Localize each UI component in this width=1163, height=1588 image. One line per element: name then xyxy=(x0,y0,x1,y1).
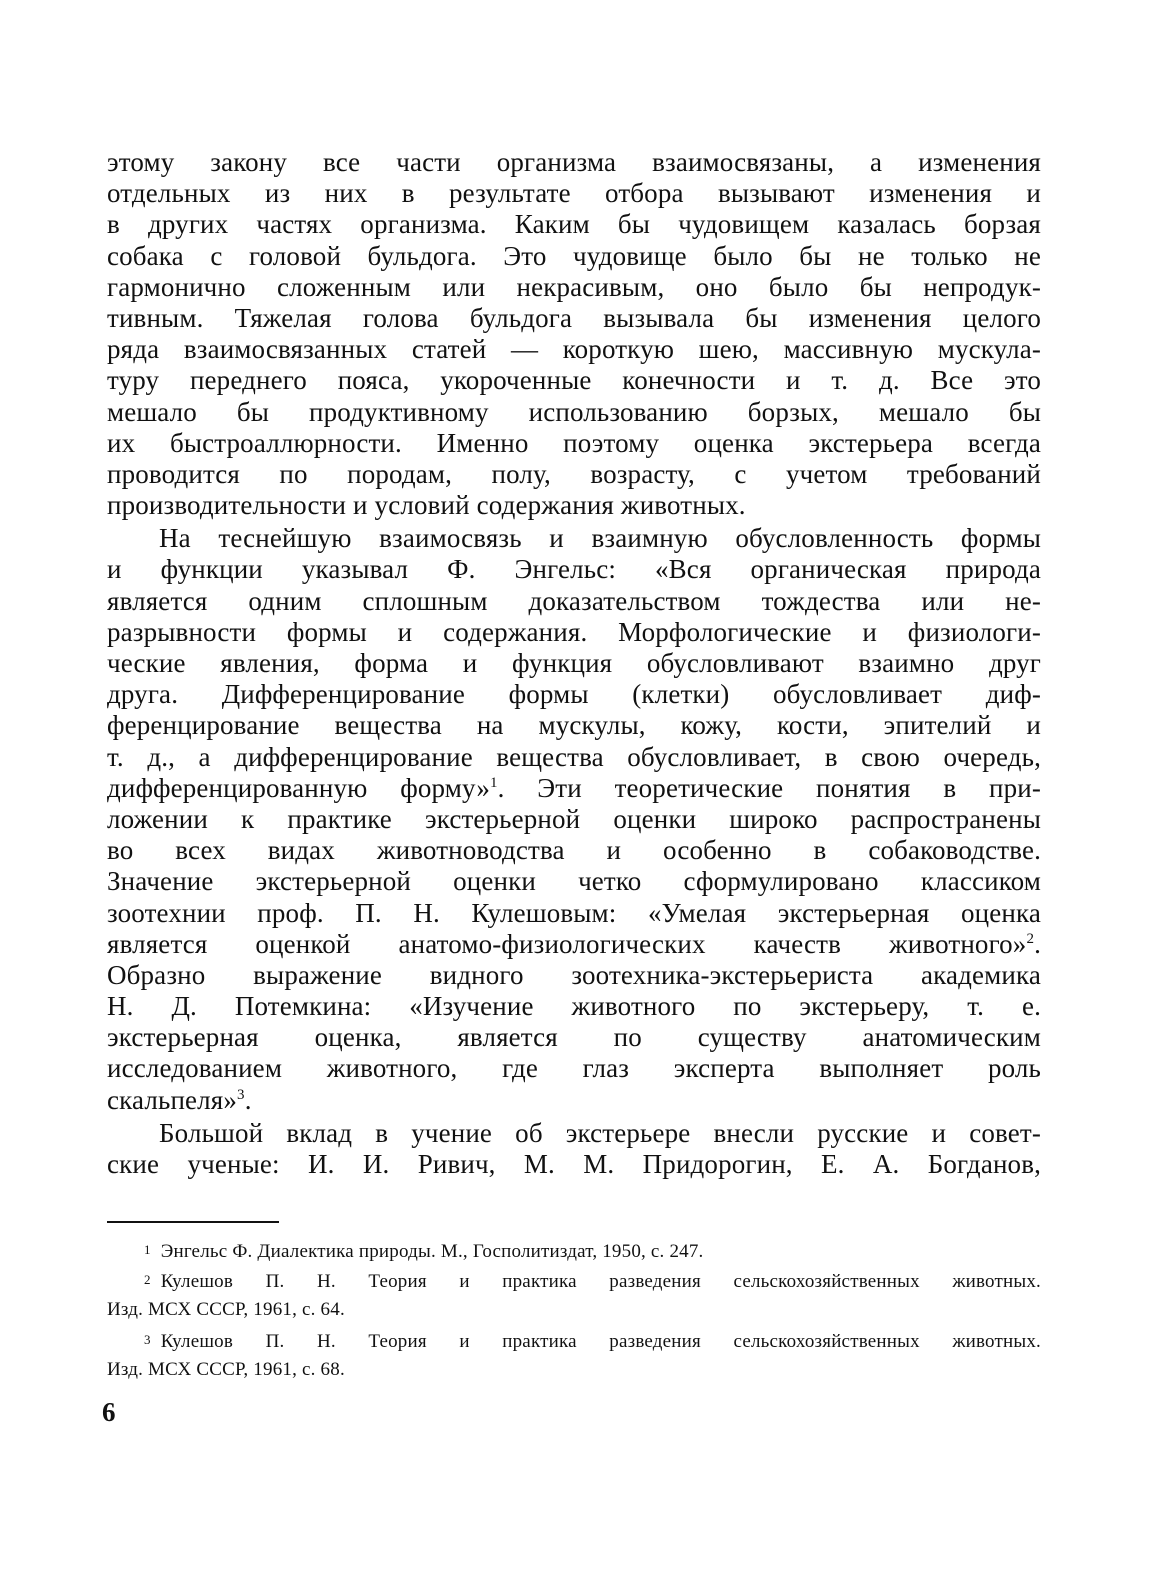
text-line xyxy=(107,773,1041,804)
footnote-ref[interactable]: 2 xyxy=(1026,930,1035,947)
text-line: мешало бы продуктивному использованию борзых, мешало бы xyxy=(107,396,1041,427)
text-line: гармонично сложенным или некрасивым, оно было бы непродук- xyxy=(107,271,1041,302)
text-line: друга. Дифференцирование формы (клетки) обусловливает диф- xyxy=(107,679,1041,710)
paragraph xyxy=(107,1118,1041,1180)
paragraph xyxy=(107,147,1041,521)
text-line: ряда взаимосвязанных статей — короткую шею, массивную мускула- xyxy=(107,334,1041,365)
text-line xyxy=(107,929,1041,960)
text-segment: скальпеля» xyxy=(107,1084,238,1115)
page-body xyxy=(107,147,1041,1180)
footnote-number: 2 xyxy=(144,1272,151,1287)
text-line: является одним сплошным доказательством тождества или не- xyxy=(107,585,1041,616)
footnote-separator xyxy=(107,1221,279,1223)
footnote-line xyxy=(107,1235,1041,1265)
text-line: ские ученые: И. И. Ривич, М. М. Придорогин, Е. А. Богданов, xyxy=(107,1149,1041,1179)
text-segment: . xyxy=(1034,928,1041,959)
text-line: Значение экстерьерной оценки четко сформулировано классиком xyxy=(107,866,1041,897)
footnote-number: 3 xyxy=(144,1332,151,1347)
footnote-text: Кулешов П. Н. Теория и практика разведения сельскохозяйственных животных. xyxy=(160,1331,1041,1352)
footnote-line: Изд. МСХ СССР, 1961, с. 64. xyxy=(107,1299,345,1320)
footnote-line xyxy=(107,1325,1041,1355)
footnote xyxy=(107,1325,1041,1385)
footnote-text: Энгельс Ф. Диалектика природы. М., Госполитиздат, 1950, с. 247. xyxy=(160,1241,704,1262)
text-line: этому закону все части организма взаимосвязаны, а изменения xyxy=(107,147,1041,177)
paragraph xyxy=(107,523,1041,1116)
text-line: ференцирование вещества на мускулы, кожу, кости, эпителий и xyxy=(107,710,1041,741)
text-line: и функции указывал Ф. Энгельс: «Вся органическая природа xyxy=(107,554,1041,585)
page-number: 6 xyxy=(102,1397,116,1427)
text-line: отдельных из них в результате отбора вызывают изменения и xyxy=(107,178,1041,209)
footnote-number: 1 xyxy=(144,1242,151,1257)
text-line: исследованием животного, где глаз эксперта выполняет роль xyxy=(107,1053,1041,1084)
text-line: Большой вклад в учение об экстерьере внесли русские и совет- xyxy=(159,1117,1041,1148)
footnote xyxy=(107,1235,1041,1265)
footnote-ref[interactable]: 3 xyxy=(237,1086,245,1103)
footnote xyxy=(107,1265,1041,1325)
text-line: ческие явления, форма и функция обусловливают взаимно друг xyxy=(107,648,1041,678)
text-segment: является оценкой анатомо-физиологических качеств животного» xyxy=(107,928,1027,959)
text-segment: . xyxy=(244,1084,252,1115)
text-line: Образно выражение видного зоотехника-экстерьериста академика xyxy=(107,959,1041,990)
text-line: экстерьерная оценка, является по существу анатомическим xyxy=(107,1022,1041,1053)
text-line xyxy=(107,1085,1041,1116)
footnote-text: Кулешов П. Н. Теория и практика разведения сельскохозяйственных животных. xyxy=(160,1271,1041,1292)
footnote-line xyxy=(107,1265,1041,1295)
text-line: ложении к практике экстерьерной оценки широко распространены xyxy=(107,803,1041,834)
text-line: собака с головой бульдога. Это чудовище было бы не только не xyxy=(107,240,1041,271)
text-line: в других частях организма. Каким бы чудовищем казалась борзая xyxy=(107,209,1041,240)
text-line: На теснейшую взаимосвязь и взаимную обусловленность формы xyxy=(159,523,1041,554)
footnotes xyxy=(107,1235,1041,1385)
text-line: зоотехнии проф. П. Н. Кулешовым: «Умелая экстерьерная оценка xyxy=(107,897,1041,928)
text-line: производительности и условий содержания животных. xyxy=(107,490,746,521)
text-line: т. д., а дифференцирование вещества обусловливает, в свою очередь, xyxy=(107,741,1041,772)
footnote-ref[interactable]: 1 xyxy=(489,774,498,791)
text-line: туру переднего пояса, укороченные конечности и т. д. Все это xyxy=(107,365,1041,396)
text-segment: . Эти теоретические понятия в при- xyxy=(497,772,1041,803)
text-segment: дифференцированную форму» xyxy=(107,772,490,803)
text-line: их быстроаллюрности. Именно поэтому оценка экстерьера всегда xyxy=(107,427,1041,458)
text-line: тивным. Тяжелая голова бульдога вызывала бы изменения целого xyxy=(107,302,1041,333)
text-line: разрывности формы и содержания. Морфологические и физиологи- xyxy=(107,616,1041,647)
text-line: во всех видах животноводства и особенно в собаководстве. xyxy=(107,835,1041,866)
text-line: Н. Д. Потемкина: «Изучение животного по экстерьеру, т. е. xyxy=(107,991,1041,1022)
footnote-line: Изд. МСХ СССР, 1961, с. 68. xyxy=(107,1359,345,1380)
text-line: проводится по породам, полу, возрасту, с учетом требований xyxy=(107,458,1041,489)
